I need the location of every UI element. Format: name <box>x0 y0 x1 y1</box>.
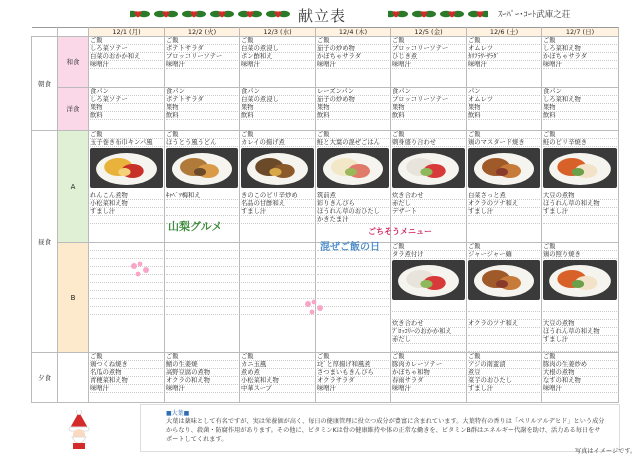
menu-item <box>90 291 163 299</box>
menu-item: 飲料 <box>392 112 465 120</box>
menu-item: 白菜の煮浸し <box>241 45 314 53</box>
menu-item: ご飯 <box>317 131 389 139</box>
menu-item: すまし汁 <box>543 336 617 344</box>
menu-item <box>90 283 163 291</box>
menu-item: 菜芋のおひたし <box>468 377 540 385</box>
menu-item: 筑前煮 <box>317 192 389 200</box>
menu-item: ご飯 <box>392 243 465 251</box>
dish-photo <box>166 148 238 188</box>
menu-item: 白菜の煮浸し <box>241 96 314 104</box>
menu-item: かぼちゃ和物 <box>392 369 465 377</box>
menu-item: 青梗菜和え物 <box>90 377 163 385</box>
menu-cell <box>316 37 391 88</box>
menu-cell <box>391 353 467 403</box>
menu-cell <box>467 353 542 403</box>
menu-item: しろ菜ソテー <box>90 96 163 104</box>
menu-item: 果物 <box>90 104 163 112</box>
menu-item: しろ菜和え物 <box>543 96 617 104</box>
menu-item: ご飯 <box>543 131 617 139</box>
menu-item: ほうれん草のおひたし <box>317 208 389 216</box>
menu-item: すまし汁 <box>241 208 314 216</box>
menu-item: オムレツ <box>468 96 540 104</box>
menu-item: 大豆の煮物 <box>543 192 617 200</box>
menu-item: 飲料 <box>90 112 163 120</box>
menu-item: 煮豆 <box>468 369 540 377</box>
menu-item <box>90 299 163 307</box>
menu-item: ｶﾘﾌﾗﾜｰｻﾗﾀﾞ <box>468 53 540 61</box>
menu-item <box>392 312 465 320</box>
menu-item: ほうれん草の和え物 <box>543 328 617 336</box>
holly-leaf-icon <box>468 11 488 17</box>
menu-item: ご飯 <box>468 353 540 361</box>
menu-item: ひじき煮 <box>392 53 465 61</box>
menu-item: ご飯 <box>392 353 465 361</box>
menu-item: ご飯 <box>543 37 617 45</box>
menu-item: すまし汁 <box>90 208 163 216</box>
menu-item: 飲料 <box>317 112 389 120</box>
menu-item: 味噌汁 <box>90 61 163 69</box>
menu-item: かぼちゃサラダ <box>317 53 389 61</box>
menu-item: 高野豆腐の煮物 <box>166 369 238 377</box>
flower-icon <box>126 258 156 282</box>
menu-item: 鮭と大葉の混ぜごはん <box>317 139 389 147</box>
menu-cell <box>240 37 316 88</box>
menu-item: 味噌汁 <box>543 385 617 393</box>
menu-item: 果物 <box>241 104 314 112</box>
holly-leaf-icon <box>266 11 290 17</box>
menu-cell <box>240 131 316 243</box>
lunch-b-label: B <box>58 243 89 353</box>
dinner-label: 夕食 <box>32 353 58 403</box>
menu-item: 鮭のピリ辛焼き <box>543 139 617 147</box>
menu-item: しろ菜ソテー <box>90 45 163 53</box>
holly-leaf-icon <box>412 11 436 17</box>
menu-item: 赤だし <box>392 336 465 344</box>
menu-item: ブロッコリーソテー <box>392 45 465 53</box>
menu-item: オムレツ <box>468 45 540 53</box>
menu-item <box>90 307 163 315</box>
menu-item: 果物 <box>468 104 540 112</box>
menu-item: ほうれん草の和え物 <box>543 200 617 208</box>
menu-item: 食パン <box>166 88 238 96</box>
menu-item: れんこん煮物 <box>90 192 163 200</box>
menu-item <box>241 283 314 291</box>
menu-item: 味噌汁 <box>166 385 238 393</box>
menu-item: ｴﾋﾞと厚揚げ和風煮 <box>317 361 389 369</box>
menu-item <box>241 243 314 251</box>
lunch-a-label: A <box>58 131 89 243</box>
menu-item: 味噌汁 <box>392 385 465 393</box>
menu-item <box>317 259 389 267</box>
menu-item: ご飯 <box>468 131 540 139</box>
menu-item <box>317 283 389 291</box>
menu-item: ご飯 <box>241 353 314 361</box>
menu-item <box>241 216 314 224</box>
menu-cell <box>89 131 165 243</box>
menu-item <box>90 216 163 224</box>
menu-item: オクラのツナ和え <box>468 200 540 208</box>
menu-item <box>166 283 238 291</box>
menu-item <box>166 251 238 259</box>
menu-item: すまし汁 <box>543 208 617 216</box>
flower-icon <box>300 296 330 320</box>
holly-garland-icon <box>388 6 488 22</box>
menu-item: ご飯 <box>166 353 238 361</box>
company-name: ｽｰﾊﾟｰ･ｺｰﾄ武庫之荘 <box>498 10 571 20</box>
menu-item <box>241 275 314 283</box>
menu-item: かきたま汁 <box>317 216 389 224</box>
day-header: 12/7 (日) <box>542 28 619 37</box>
menu-item <box>392 216 465 224</box>
menu-item <box>468 336 540 344</box>
holly-leaf-icon <box>130 11 150 17</box>
menu-item <box>543 304 617 312</box>
menu-cell <box>240 88 316 131</box>
menu-item: 名品の甘酢和え <box>241 200 314 208</box>
note-heading: ■大葉■ <box>166 410 190 417</box>
menu-cell <box>391 88 467 131</box>
header <box>0 0 640 28</box>
menu-item: 飲料 <box>241 112 314 120</box>
day-header: 12/5 (金) <box>391 28 467 37</box>
menu-item: 味噌汁 <box>90 385 163 393</box>
menu-item: ご飯 <box>468 37 540 45</box>
menu-cell <box>542 131 619 243</box>
menu-item <box>166 299 238 307</box>
menu-item: 果物 <box>166 104 238 112</box>
menu-item: 刺身盛り合わせ <box>392 139 465 147</box>
menu-item: ポテトサラダ <box>166 96 238 104</box>
menu-cell <box>391 243 467 353</box>
menu-item <box>468 328 540 336</box>
menu-cell <box>89 353 165 403</box>
dish-photo <box>392 260 465 300</box>
menu-item: ブロッコリーソテー <box>166 53 238 61</box>
menu-item <box>166 307 238 315</box>
menu-item: 玉子巻き布巾キンパ風 <box>90 139 163 147</box>
menu-item: 飲料 <box>543 112 617 120</box>
menu-cell <box>467 131 542 243</box>
menu-item: 食パン <box>241 88 314 96</box>
menu-item: 味噌汁 <box>317 61 389 69</box>
page-title: 献立表 <box>298 7 347 25</box>
menu-item: 鶏つくね焼き <box>90 361 163 369</box>
menu-item: 茄子の炒め物 <box>317 45 389 53</box>
menu-item <box>90 243 163 251</box>
menu-item: 食パン <box>90 88 163 96</box>
menu-item: オクラのツナ和え <box>468 320 540 328</box>
menu-cell <box>89 88 165 131</box>
lunch-a-row <box>32 131 619 243</box>
menu-item: 味噌汁 <box>468 61 540 69</box>
menu-item: 味噌汁 <box>543 61 617 69</box>
dinner-row <box>32 353 619 403</box>
holly-leaf-icon <box>182 11 206 17</box>
menu-item: ご飯 <box>90 353 163 361</box>
menu-item: アジの南蛮漬 <box>468 361 540 369</box>
menu-item: 名瓜の煮物 <box>90 369 163 377</box>
menu-item: 白菜のおかか和え <box>90 53 163 61</box>
menu-item <box>166 291 238 299</box>
menu-item: 食パン <box>392 88 465 96</box>
menu-item: ﾌﾞﾛｯｺﾘｰのおかか和え <box>392 328 465 336</box>
breakfast-label: 朝食 <box>32 37 58 131</box>
menu-item: ご飯 <box>317 353 389 361</box>
menu-item: すまし汁 <box>468 385 540 393</box>
dish-photo <box>468 260 540 300</box>
menu-cell <box>240 353 316 403</box>
menu-item: ご飯 <box>543 353 617 361</box>
menu-item: 大豆の煮物 <box>543 320 617 328</box>
breakfast-western-row <box>32 88 619 131</box>
menu-item: 果物 <box>392 104 465 112</box>
day-header: 12/4 (木) <box>316 28 391 37</box>
menu-item: 豚肉の生姜炒め <box>543 361 617 369</box>
holly-leaf-icon <box>440 11 464 17</box>
menu-item: 味噌汁 <box>392 61 465 69</box>
menu-item: ご飯 <box>166 131 238 139</box>
holly-leaf-icon <box>388 11 408 17</box>
menu-item: パン <box>468 88 540 96</box>
menu-cell <box>165 353 240 403</box>
gochisou-menu-sticker: ごちそうメニュー <box>368 227 432 236</box>
santa-icon <box>64 410 94 450</box>
menu-item: 鯖の生姜焼 <box>166 361 238 369</box>
menu-item: ご飯 <box>241 37 314 45</box>
menu-cell <box>165 88 240 131</box>
menu-item: カニ玉風 <box>241 361 314 369</box>
dish-photo <box>392 148 465 188</box>
holly-leaf-icon <box>210 11 234 17</box>
menu-item: ご飯 <box>468 243 540 251</box>
japanese-label: 和食 <box>58 37 89 88</box>
dish-photo <box>90 148 163 188</box>
menu-item: 彩りきんぴら <box>317 200 389 208</box>
dish-photo <box>468 148 540 188</box>
menu-item: ご飯 <box>392 131 465 139</box>
menu-cell <box>542 37 619 88</box>
breakfast-japanese-row <box>32 37 619 88</box>
menu-item <box>166 200 238 208</box>
menu-cell <box>316 88 391 131</box>
menu-cell <box>467 243 542 353</box>
dish-photo <box>317 148 389 188</box>
menu-item: 味噌汁 <box>241 61 314 69</box>
menu-item: 煮め煮 <box>241 369 314 377</box>
menu-item: 果物 <box>317 104 389 112</box>
menu-item: 中華スープ <box>241 385 314 393</box>
photo-caption: 写真はイメージです。 <box>575 448 637 455</box>
menu-item <box>543 312 617 320</box>
menu-item: 茄子の炒め物 <box>317 96 389 104</box>
menu-item: ご飯 <box>317 37 389 45</box>
menu-item: 飲料 <box>166 112 238 120</box>
menu-item: オクラの和え物 <box>166 377 238 385</box>
menu-item <box>166 243 238 251</box>
menu-item: 果物 <box>543 104 617 112</box>
holly-leaf-icon <box>154 11 178 17</box>
menu-item: きのこのピリ辛炒め <box>241 192 314 200</box>
menu-item <box>468 312 540 320</box>
menu-item: ブロッコリーソテー <box>392 96 465 104</box>
menu-item: なすの和え物 <box>543 377 617 385</box>
menu-item: 味噌汁 <box>317 385 389 393</box>
menu-item <box>392 344 465 352</box>
menu-item: ポン酢和え <box>241 53 314 61</box>
menu-item: ご飯 <box>90 131 163 139</box>
menu-item: オクラサラダ <box>317 377 389 385</box>
menu-cell <box>165 243 240 353</box>
menu-cell <box>542 353 619 403</box>
menu-item: 春雨サラダ <box>392 377 465 385</box>
day-header-row <box>32 28 619 37</box>
menu-cell <box>316 353 391 403</box>
menu-item: 白菜さっと煮 <box>468 192 540 200</box>
menu-item: ポテトサラダ <box>166 45 238 53</box>
menu-item: ｷｬﾍﾞﾂ梅和え <box>166 192 238 200</box>
menu-item: かぼちゃサラダ <box>543 53 617 61</box>
menu-item <box>166 259 238 267</box>
menu-item <box>166 267 238 275</box>
yamanashi-gourmet-sticker: 山梨グルメ <box>168 220 223 233</box>
menu-item <box>166 208 238 216</box>
menu-item <box>317 275 389 283</box>
menu-item <box>392 304 465 312</box>
menu-cell <box>165 37 240 88</box>
menu-cell <box>391 37 467 88</box>
menu-item: 味噌汁 <box>166 61 238 69</box>
menu-item: 食パン <box>543 88 617 96</box>
menu-item: ご飯 <box>392 37 465 45</box>
menu-item <box>543 216 617 224</box>
menu-item: さつまいもきんぴら <box>317 369 389 377</box>
dish-photo <box>543 260 617 300</box>
menu-item: 炊き合わせ <box>392 320 465 328</box>
menu-item <box>241 267 314 275</box>
menu-item: すまし汁 <box>468 208 540 216</box>
holly-leaf-icon <box>238 11 262 17</box>
menu-cell <box>467 37 542 88</box>
holly-garland-icon <box>130 6 290 22</box>
menu-item: 赤だし <box>392 200 465 208</box>
menu-item <box>468 304 540 312</box>
lunch-label: 昼食 <box>32 131 58 353</box>
menu-item <box>166 275 238 283</box>
menu-item: タラ煮付け <box>392 251 465 259</box>
note-body: 大葉は薬味として有名ですが、実は栄養価が高く、毎日の健康管理に役立つ成分が豊富に含まれています。大葉特有の香りは「ペリルアルデヒド」という成分からなり、殺菌・防腐作用があります。その他に、ビタミンKは骨の健康維持や体の正常な働きを、ビタミンB群はエネルギー代謝を助け、活力ある毎日をサポートしてくれます。 <box>166 418 605 443</box>
menu-item <box>543 344 617 352</box>
menu-item: ご飯 <box>90 37 163 45</box>
menu-item: 炊き合わせ <box>392 192 465 200</box>
menu-item <box>317 267 389 275</box>
menu-item: 鶏の照り焼き <box>543 251 617 259</box>
day-header: 12/3 (水) <box>240 28 316 37</box>
mazegohan-day-sticker: 混ぜご飯の日 <box>320 242 380 253</box>
menu-table <box>31 27 619 403</box>
menu-item: しろ菜和え物 <box>543 45 617 53</box>
menu-item <box>241 259 314 267</box>
menu-item: ジャージャー麺 <box>468 251 540 259</box>
menu-item <box>468 344 540 352</box>
menu-item: ご飯 <box>166 37 238 45</box>
day-header: 12/1 (月) <box>89 28 165 37</box>
menu-cell <box>542 88 619 131</box>
dish-photo <box>543 148 617 188</box>
menu-item: 豚肉カレーソテー <box>392 361 465 369</box>
menu-item: ほうとう風うどん <box>166 139 238 147</box>
western-label: 洋食 <box>58 88 89 131</box>
menu-cell <box>467 88 542 131</box>
menu-item: 小松菜和え物 <box>90 200 163 208</box>
menu-item: 鶏のマスタード焼き <box>468 139 540 147</box>
day-header: 12/2 (火) <box>165 28 240 37</box>
menu-item: 飲料 <box>468 112 540 120</box>
menu-cell <box>89 37 165 88</box>
menu-item: カレイの揚げ煮 <box>241 139 314 147</box>
menu-cell <box>542 243 619 353</box>
menu-item <box>468 216 540 224</box>
menu-item: レーズンパン <box>317 88 389 96</box>
day-header: 12/6 (土) <box>467 28 542 37</box>
menu-item <box>241 251 314 259</box>
menu-item: ご飯 <box>543 243 617 251</box>
dish-photo <box>241 148 314 188</box>
menu-item: デザート <box>392 208 465 216</box>
menu-item: ご飯 <box>241 131 314 139</box>
menu-item: 大根の煮物 <box>543 369 617 377</box>
menu-item: 小松菜和え物 <box>241 377 314 385</box>
